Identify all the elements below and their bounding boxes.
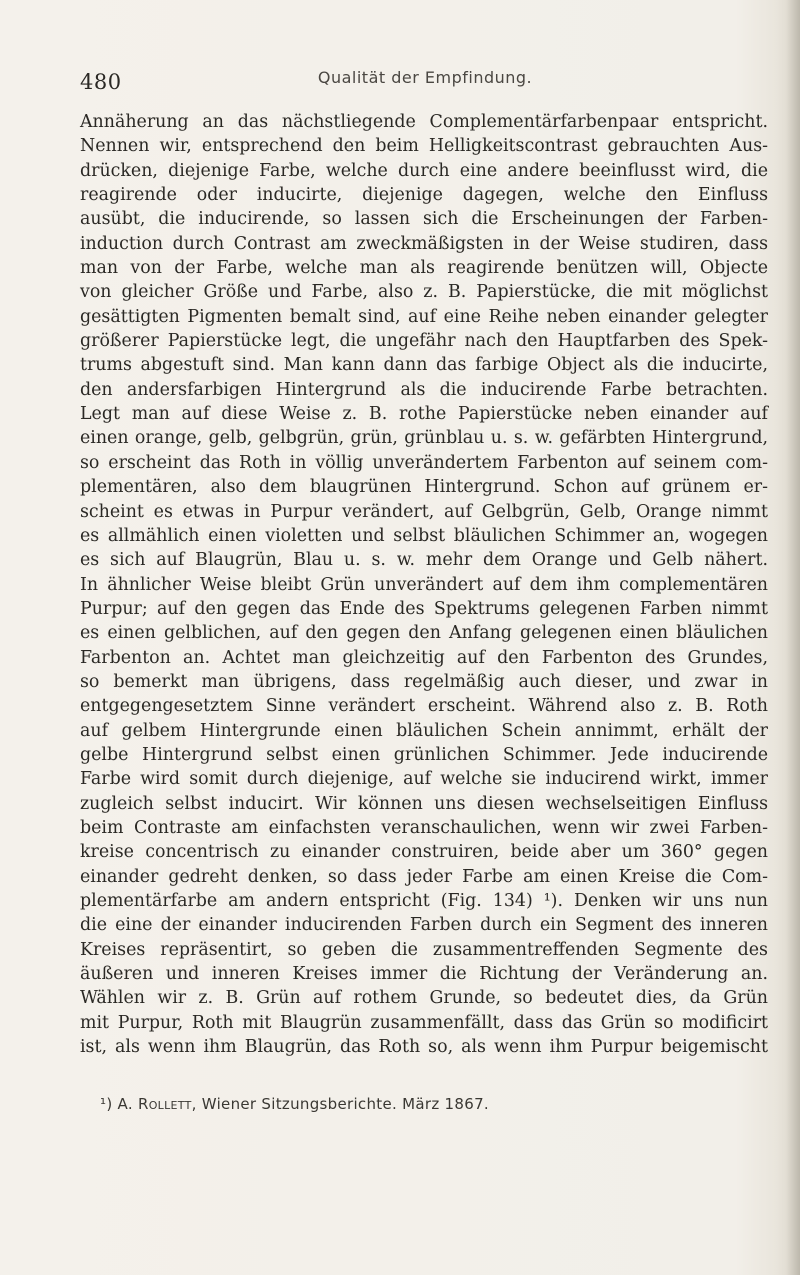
text-line: kreise concentrisch zu einander construiren, beide aber um 360° gegen [80, 842, 768, 863]
text-line: Farbe wird somit durch diejenige, auf welche sie inducirend wirkt, immer [80, 769, 768, 790]
text-line: einen orange, gelb, gelbgrün, grün, grünblau u. s. w. gefärbten Hintergrund, [80, 428, 768, 449]
text-line: so erscheint das Roth in völlig unverändertem Farbenton auf seinem com- [80, 452, 768, 473]
text-line: Wählen wir z. B. Grün auf rothem Grunde, so bedeutet dies, da Grün [80, 988, 768, 1009]
text-line: plementären, also dem blaugrünen Hintergrund. Schon auf grünem er- [80, 477, 768, 498]
text-line: beim Contraste am einfachsten veranschaulichen, wenn wir zwei Farben- [80, 817, 768, 838]
text-line: es sich auf Blaugrün, Blau u. s. w. mehr dem Orange und Gelb nähert. [80, 550, 768, 571]
text-line: scheint es etwas in Purpur verändert, auf Gelbgrün, Gelb, Orange nimmt [80, 501, 768, 522]
text-line: zugleich selbst inducirt. Wir können uns diesen wechselseitigen Einfluss [80, 793, 768, 814]
text-line: Legt man auf diese Weise z. B. rothe Papierstücke neben einander auf [80, 404, 768, 425]
text-line: den andersfarbigen Hintergrund als die inducirende Farbe betrachten. [80, 379, 768, 400]
text-line: es einen gelblichen, auf den gegen den Anfang gelegenen einen bläulichen [80, 623, 768, 644]
page-number: 480 [80, 70, 122, 94]
text-line: drücken, diejenige Farbe, welche durch eine andere beeinflusst wird, die [80, 160, 768, 181]
page-header [80, 66, 770, 96]
text-line: so bemerkt man übrigens, dass regelmäßig auch dieser, und zwar in [80, 671, 768, 692]
text-line: induction durch Contrast am zweckmäßigsten in der Weise studiren, dass [80, 233, 768, 254]
footnote-marker: ¹) [100, 1095, 113, 1113]
text-line: Nennen wir, entsprechend den beim Helligkeitscontrast gebrauchten Aus- [80, 136, 768, 157]
text-line: man von der Farbe, welche man als reagirende benützen will, Objecte [80, 258, 768, 279]
footnote-author: A. Rollett, [117, 1095, 197, 1113]
text-line: Farbenton an. Achtet man gleichzeitig auf den Farbenton des Grundes, [80, 647, 768, 668]
text-line: ausübt, die inducirende, so lassen sich die Erscheinungen der Farben- [80, 209, 769, 230]
text-line: In ähnlicher Weise bleibt Grün unverändert auf dem ihm complementären [80, 574, 768, 595]
footnote [100, 1095, 700, 1113]
footnote-text: Wiener Sitzungsberichte. März 1867. [201, 1095, 489, 1113]
text-line: Kreises repräsentirt, so geben die zusammentreffenden Segmente des [80, 939, 768, 960]
text-line: entgegengesetztem Sinne verändert erscheint. Während also z. B. Roth [80, 696, 768, 717]
body-text [80, 110, 768, 1059]
text-line: von gleicher Größe und Farbe, also z. B. Papierstücke, die mit möglichst [80, 282, 768, 303]
text-line: die eine der einander inducirenden Farben durch ein Segment des inneren [80, 915, 768, 936]
text-line: auf gelbem Hintergrunde einen bläulichen Schein annimmt, erhält der [80, 720, 768, 741]
page-edge-shadow [786, 0, 800, 1275]
text-line: mit Purpur, Roth mit Blaugrün zusammenfällt, dass das Grün so modificirt [80, 1012, 768, 1033]
text-line: gelbe Hintergrund selbst einen grünlichen Schimmer. Jede inducirende [80, 744, 768, 765]
text-line: einander gedreht denken, so dass jeder Farbe am einen Kreise die Com- [80, 866, 768, 887]
text-line: größerer Papierstücke legt, die ungefähr nach den Hauptfarben des Spek- [80, 331, 768, 352]
text-line: reagirende oder inducirte, diejenige dagegen, welche den Einfluss [80, 185, 768, 206]
text-line: es allmählich einen violetten und selbst bläulichen Schimmer an, wogegen [80, 525, 768, 546]
text-line: äußeren und inneren Kreises immer die Richtung der Veränderung an. [80, 964, 768, 985]
running-title: Qualität der Empfindung. [317, 68, 533, 87]
text-line: trums abgestuft sind. Man kann dann das farbige Object als die inducirte, [80, 355, 768, 376]
text-line: Purpur; auf den gegen das Ende des Spektrums gelegenen Farben nimmt [80, 598, 768, 619]
text-line: ist, als wenn ihm Blaugrün, das Roth so, als wenn ihm Purpur beigemischt [80, 1037, 768, 1058]
text-line: gesättigten Pigmenten bemalt sind, auf eine Reihe neben einander gelegter [80, 306, 768, 327]
text-line: Annäherung an das nächstliegende Complementärfarbenpaar entspricht. [80, 112, 768, 132]
text-line: plementärfarbe am andern entspricht (Fig. 134) ¹). Denken wir uns nun [80, 891, 768, 911]
